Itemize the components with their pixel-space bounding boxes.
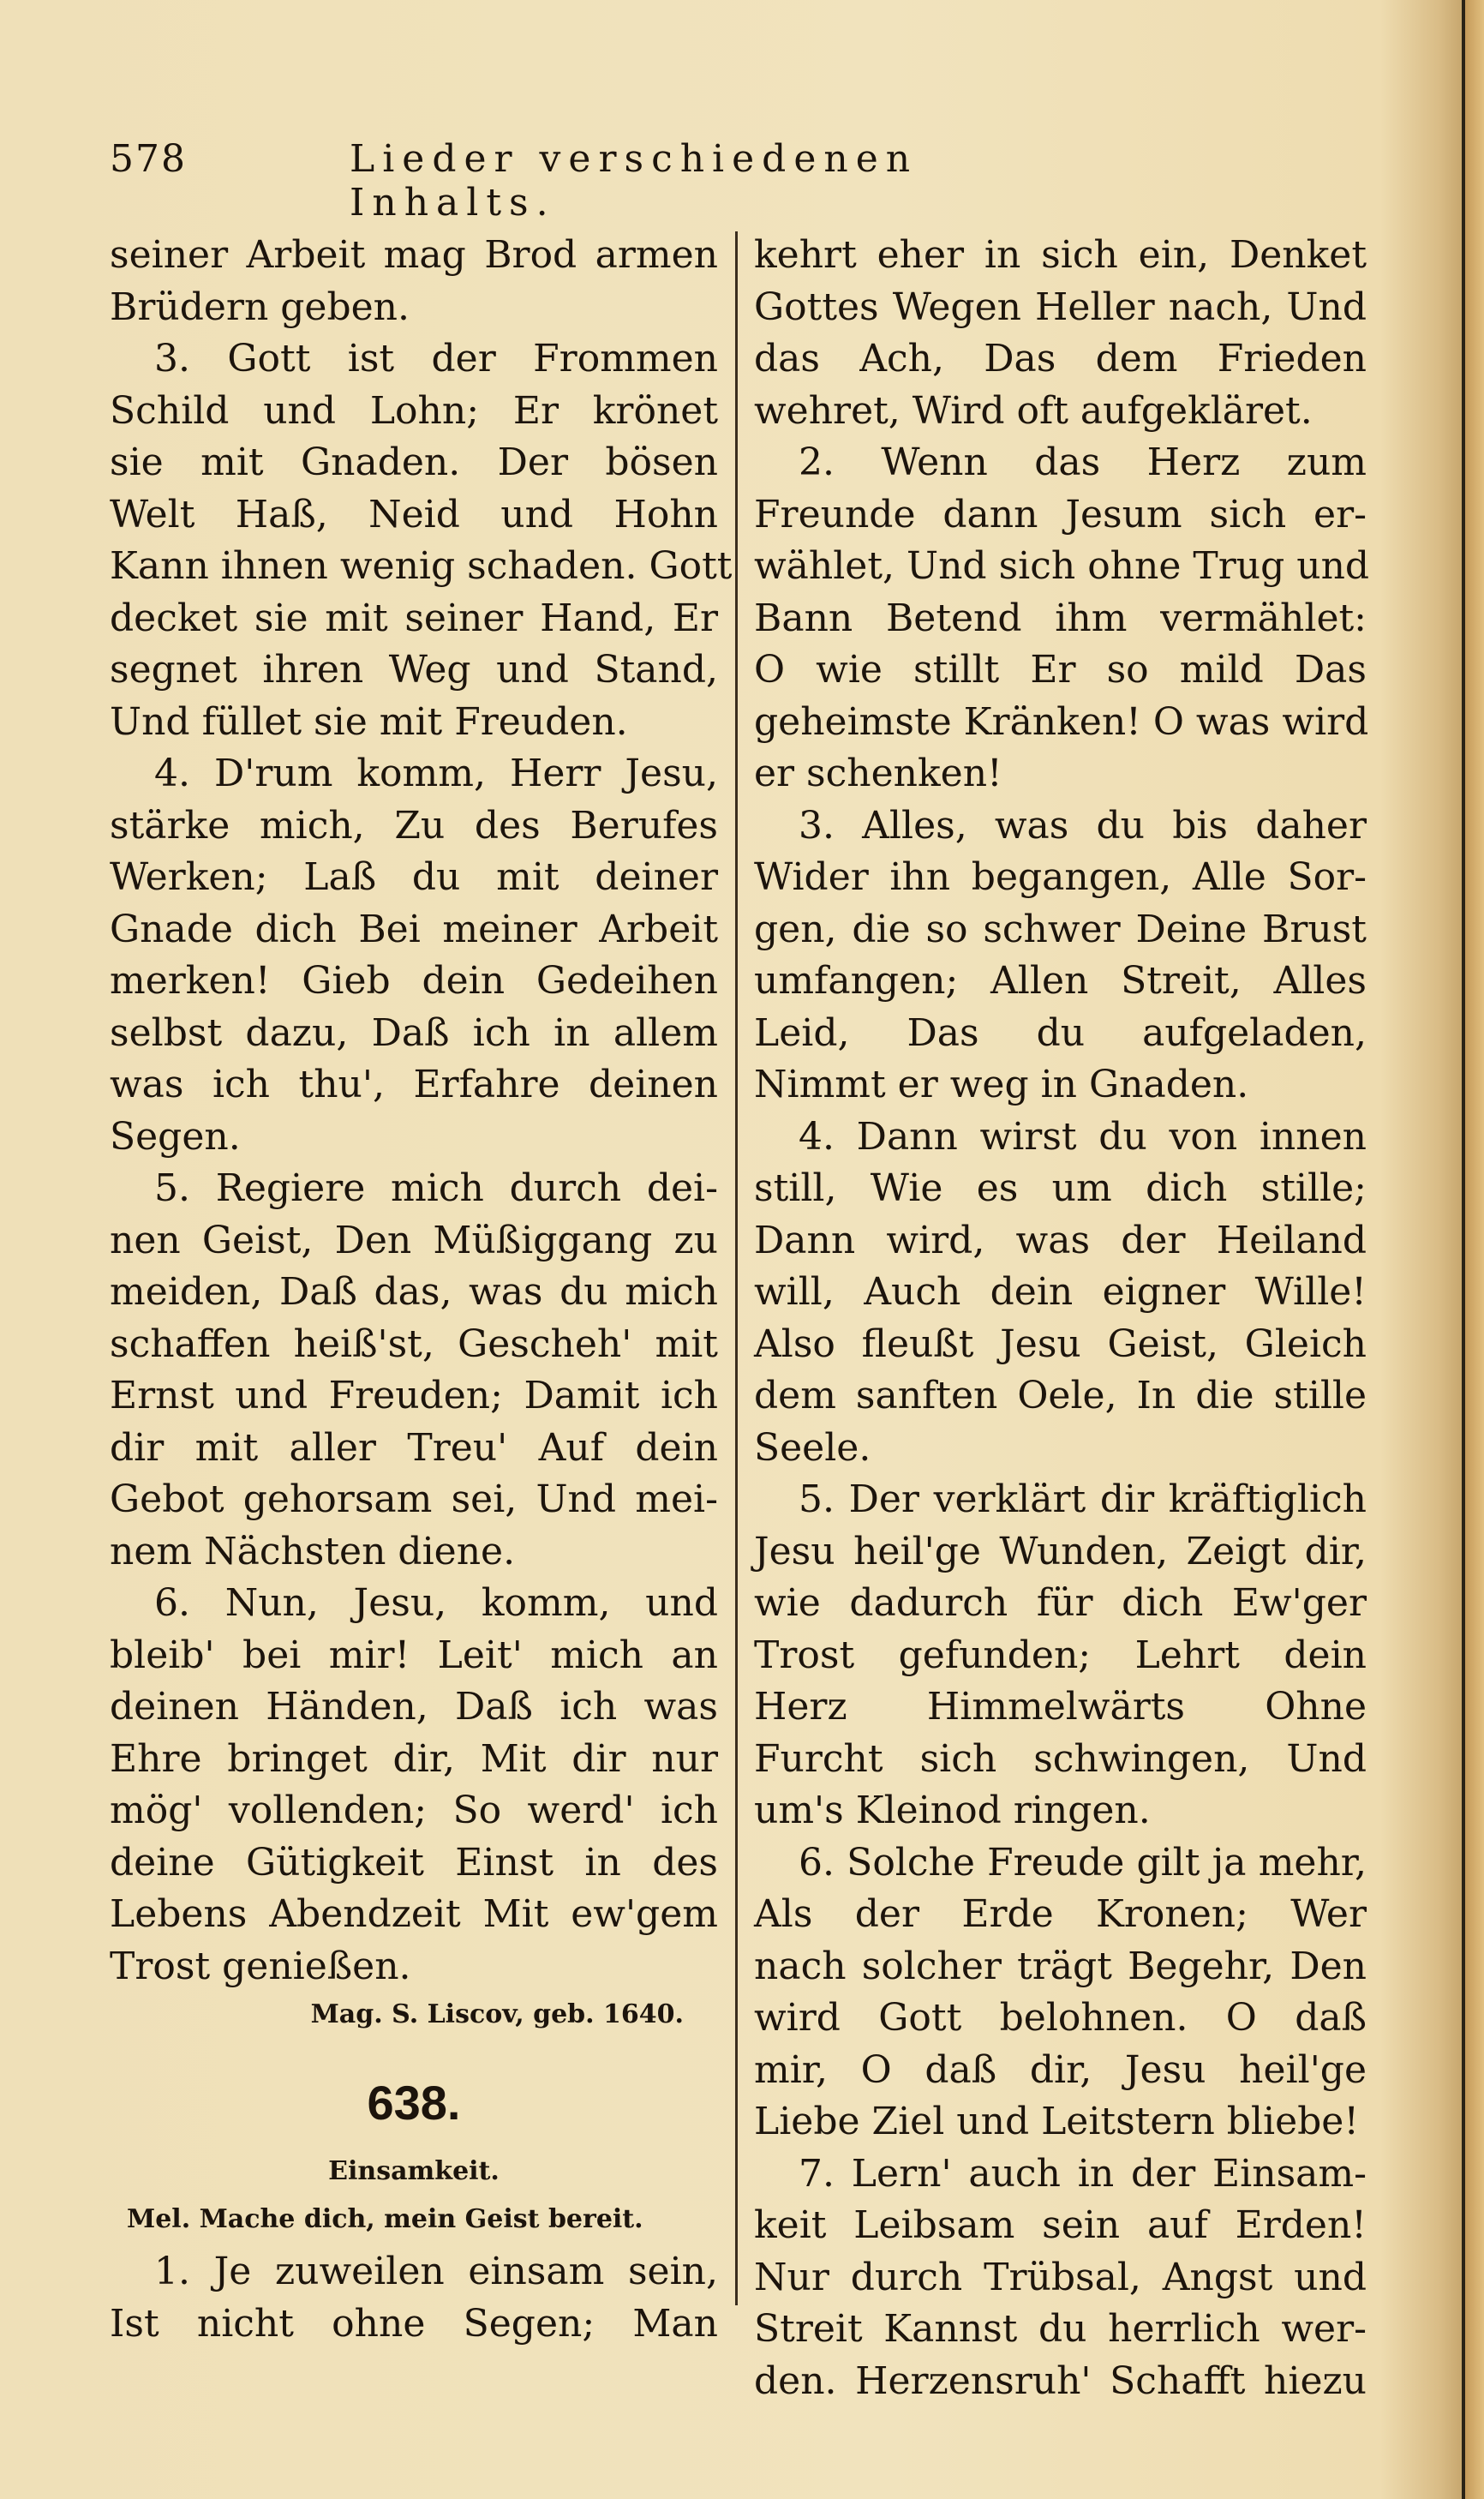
text-line: 3. Alles, was du bis daher — [799, 803, 1367, 848]
text-line: sie mit Gnaden. Der bösen — [110, 440, 718, 484]
text-line: meiden, Daß das, was du mich — [110, 1270, 718, 1314]
text-line: Herz Himmelwärts Ohne — [754, 1685, 1367, 1729]
page-header — [110, 137, 1138, 225]
text-line: deinen Händen, Daß ich was — [110, 1685, 718, 1729]
attribution: Mag. S. Liscov, geb. 1640. — [310, 1999, 684, 2029]
text-line: Also fleußt Jesu Geist, Gleich — [754, 1321, 1367, 1366]
text-line: wehret, Wird oft aufgekläret. — [754, 388, 1313, 433]
text-line: den. Herzensruh' Schafft hiezu — [754, 2358, 1367, 2403]
text-line: decket sie mit seiner Hand, Er — [110, 596, 718, 640]
column-divider — [735, 231, 738, 2305]
melody-line: Mel. Mache dich, mein Geist bereit. — [127, 2204, 643, 2234]
text-line: Schild und Lohn; Er krönet — [110, 388, 718, 433]
text-line: Segen. — [110, 1114, 241, 1159]
text-line: Trost genießen. — [110, 1944, 411, 1988]
text-line: Werken; Laß du mit deiner — [110, 855, 718, 899]
text-line: Trost gefunden; Lehrt dein — [754, 1633, 1367, 1677]
text-line: Brüdern geben. — [110, 285, 410, 329]
text-line: Wider ihn begangen, Alle Sor- — [754, 855, 1367, 899]
text-line: Freunde dann Jesum sich er- — [754, 492, 1367, 536]
right-column — [754, 230, 1370, 2407]
text-line: dir mit aller Treu' Auf dein — [110, 1425, 718, 1470]
text-line: Gnade dich Bei meiner Arbeit — [110, 907, 718, 951]
text-line: was ich thu', Erfahre deinen — [110, 1063, 718, 1106]
hymn-number: 638. — [367, 2076, 461, 2130]
text-line: 2. Wenn das Herz zum — [799, 440, 1367, 484]
text-line: Dann wird, was der Heiland — [754, 1218, 1367, 1262]
text-line: will, Auch dein eigner Wille! — [754, 1270, 1367, 1314]
text-line: 5. Der verklärt dir kräftiglich — [799, 1477, 1367, 1521]
text-line: still, Wie es um dich stille; — [754, 1166, 1367, 1210]
text-line: schaffen heiß'st, Gescheh' mit — [110, 1321, 718, 1366]
text-line: Seele. — [754, 1425, 871, 1470]
text-line: mög' vollenden; So werd' ich — [110, 1789, 718, 1832]
text-line: Ehre bringet dir, Mit dir nur — [110, 1736, 718, 1781]
text-line: Streit Kannst du herrlich wer- — [754, 2307, 1367, 2351]
text-line: nen Geist, Den Müßiggang zu — [110, 1218, 718, 1262]
page-edge-shadow — [1465, 0, 1484, 2499]
text-line: Nur durch Trübsal, Angst und — [754, 2255, 1367, 2299]
text-line: Als der Erde Kronen; Wer — [754, 1892, 1367, 1936]
text-line: mir, O daß dir, Jesu heil'ge — [754, 2047, 1367, 2092]
text-line: bleib' bei mir! Leit' mich an — [110, 1633, 718, 1677]
left-lines-a — [110, 230, 733, 1993]
text-line: 3. Gott ist der Frommen — [154, 337, 718, 381]
text-line: gen, die so schwer Deine Brust — [754, 907, 1367, 951]
text-line: deine Gütigkeit Einst in des — [110, 1840, 718, 1885]
text-line: geheimste Kränken! O was wird — [754, 699, 1369, 744]
left-lines-b — [110, 2246, 718, 2350]
text-line: Lebens Abendzeit Mit ew'gem — [110, 1892, 718, 1936]
text-line: Gebot gehorsam sei, Und mei- — [110, 1477, 718, 1521]
hymn-title: Einsamkeit. — [328, 2156, 500, 2186]
text-line: 7. Lern' auch in der Einsam- — [799, 2151, 1367, 2196]
text-line: selbst dazu, Daß ich in allem — [110, 1010, 718, 1055]
text-line: seiner Arbeit mag Brod armen — [110, 233, 718, 277]
text-line: Furcht sich schwingen, Und — [754, 1736, 1367, 1781]
text-line: nem Nächsten diene. — [110, 1529, 516, 1573]
text-line: Ist nicht ohne Segen; Man — [110, 2301, 718, 2346]
right-lines — [754, 230, 1370, 2407]
text-line: Kann ihnen wenig schaden. Gott — [110, 544, 733, 588]
text-line: Bann Betend ihm vermählet: — [754, 596, 1367, 640]
text-line: 6. Nun, Jesu, komm, und — [154, 1581, 718, 1625]
text-line: nach solcher trägt Begehr, Den — [754, 1944, 1367, 1988]
text-line: Jesu heil'ge Wunden, Zeigt dir, — [754, 1529, 1367, 1573]
text-line: 5. Regiere mich durch dei- — [154, 1166, 718, 1210]
text-line: wird Gott belohnen. O daß — [754, 1996, 1367, 2040]
text-line: keit Leibsam sein auf Erden! — [754, 2203, 1367, 2247]
text-line: Nimmt er weg in Gnaden. — [754, 1063, 1249, 1106]
text-line: Ernst und Freuden; Damit ich — [110, 1374, 718, 1417]
text-line: Gottes Wegen Heller nach, Und — [754, 285, 1367, 329]
page-number: 578 — [110, 137, 187, 181]
text-line: Und füllet sie mit Freuden. — [110, 699, 628, 744]
text-line: Liebe Ziel und Leitstern bliebe! — [754, 2100, 1359, 2143]
left-column — [110, 230, 733, 2350]
text-line: wie dadurch für dich Ew'ger — [754, 1581, 1367, 1625]
running-title: Lieder verschiedenen Inhalts. — [350, 137, 919, 225]
text-line: stärke mich, Zu des Berufes — [110, 803, 718, 848]
text-line: 4. D'rum komm, Herr Jesu, — [154, 752, 718, 795]
text-line: merken! Gieb dein Gedeihen — [110, 959, 718, 1003]
text-line: umfangen; Allen Streit, Alles — [754, 959, 1367, 1003]
text-line: das Ach, Das dem Frieden — [754, 337, 1367, 381]
text-line: Welt Haß, Neid und Hohn — [110, 492, 718, 536]
text-line: um's Kleinod ringen. — [754, 1789, 1151, 1832]
text-line: Leid, Das du aufgeladen, — [754, 1010, 1367, 1055]
text-line: wählet, Und sich ohne Trug und — [754, 544, 1370, 588]
text-line: dem sanften Oele, In die stille — [754, 1374, 1367, 1417]
text-line: segnet ihren Weg und Stand, — [110, 648, 718, 692]
text-line: kehrt eher in sich ein, Denket — [754, 233, 1367, 277]
text-line: 6. Solche Freude gilt ja mehr, — [799, 1840, 1367, 1885]
text-line: O wie stillt Er so mild Das — [754, 648, 1367, 692]
text-line: er schenken! — [754, 752, 1002, 795]
text-line: 1. Je zuweilen einsam sein, — [154, 2250, 718, 2293]
text-line: 4. Dann wirst du von innen — [799, 1114, 1367, 1159]
